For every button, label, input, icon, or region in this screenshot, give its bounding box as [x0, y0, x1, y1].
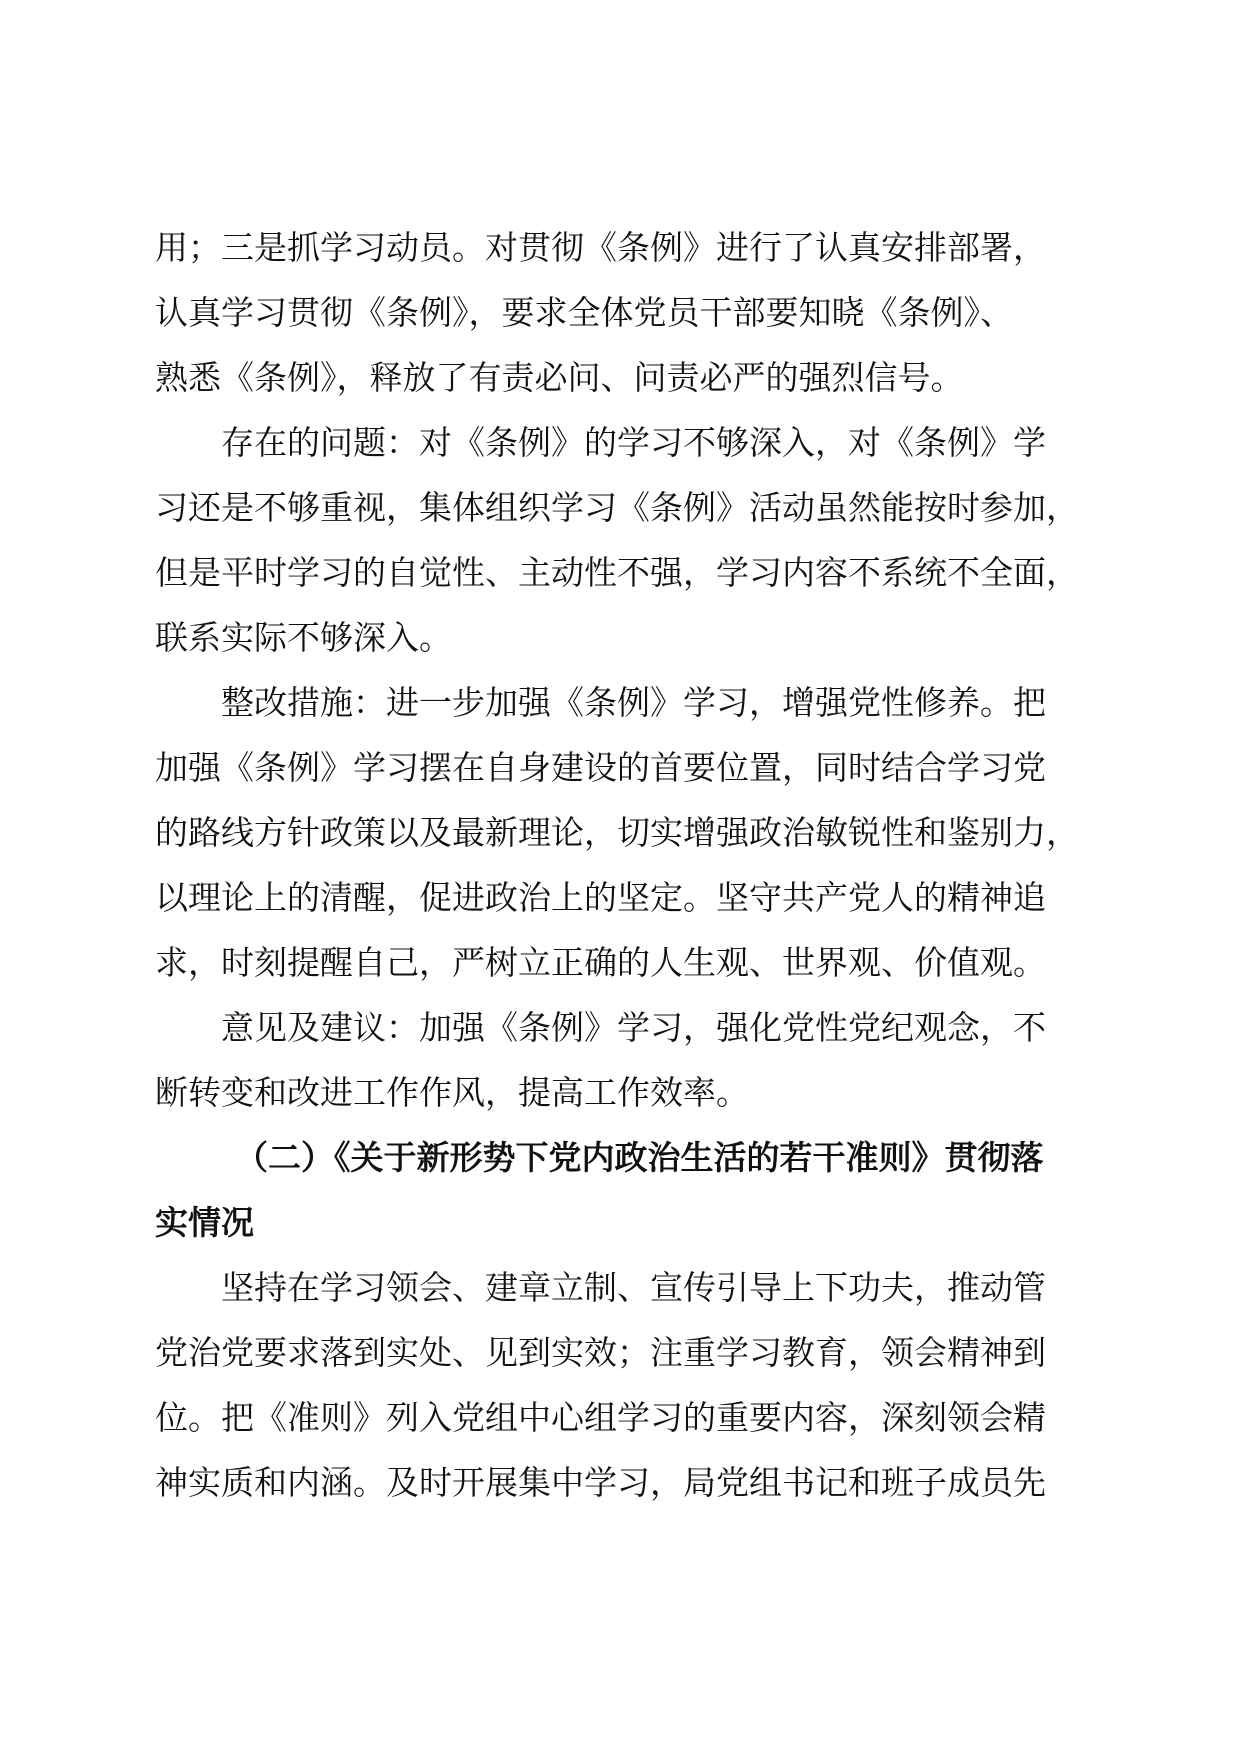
- text-line: 联系实际不够深入。: [155, 618, 452, 657]
- text-line: 求，时刻提醒自己，严树立正确的人生观、世界观、价值观。: [155, 943, 1046, 982]
- text-line: 存在的问题：对《条例》的学习不够深入，对《条例》学: [221, 423, 1046, 462]
- text-line: 但是平时学习的自觉性、主动性不强，学习内容不系统不全面，: [155, 553, 1079, 592]
- text-line: 位。把《准则》列入党组中心组学习的重要内容，深刻领会精: [155, 1398, 1046, 1437]
- heading-line: （二）《关于新形势下党内政治生活的若干准则》贯彻落: [235, 1138, 1044, 1177]
- text-line: 意见及建议：加强《条例》学习，强化党性党纪观念，不: [221, 1008, 1046, 1047]
- paragraph-section-two-body: [155, 1255, 1115, 1515]
- text-line: 加强《条例》学习摆在自身建设的首要位置，同时结合学习党: [155, 748, 1046, 787]
- text-line: 以理论上的清醒，促进政治上的坚定。坚守共产党人的精神追: [155, 878, 1046, 917]
- text-line: 熟悉《条例》，释放了有责必问、问责必严的强烈信号。: [155, 358, 964, 397]
- text-line: 神实质和内涵。及时开展集中学习，局党组书记和班子成员先: [155, 1463, 1046, 1502]
- text-line: 整改措施：进一步加强《条例》学习，增强党性修养。把: [221, 683, 1046, 722]
- text-line: 习还是不够重视，集体组织学习《条例》活动虽然能按时参加，: [155, 488, 1079, 527]
- paragraph-measures: [155, 670, 1115, 995]
- heading-line: 实情况: [155, 1203, 254, 1242]
- paragraph-suggestions: [155, 995, 1115, 1125]
- paragraph-intro-continued: [155, 215, 1115, 410]
- text-line: 的路线方针政策以及最新理论，切实增强政治敏锐性和鉴别力，: [155, 813, 1079, 852]
- paragraph-problems: [155, 410, 1115, 670]
- section-heading: [155, 1125, 1115, 1255]
- document-body: [155, 215, 1115, 1515]
- text-line: 党治党要求落到实处、见到实效；注重学习教育，领会精神到: [155, 1333, 1046, 1372]
- text-line: 认真学习贯彻《条例》，要求全体党员干部要知晓《条例》、: [155, 293, 1013, 332]
- text-line: 断转变和改进工作作风，提高工作效率。: [155, 1073, 749, 1112]
- text-line: 用；三是抓学习动员。对贯彻《条例》进行了认真安排部署，: [155, 228, 1046, 267]
- text-line: 坚持在学习领会、建章立制、宣传引导上下功夫，推动管: [221, 1268, 1046, 1307]
